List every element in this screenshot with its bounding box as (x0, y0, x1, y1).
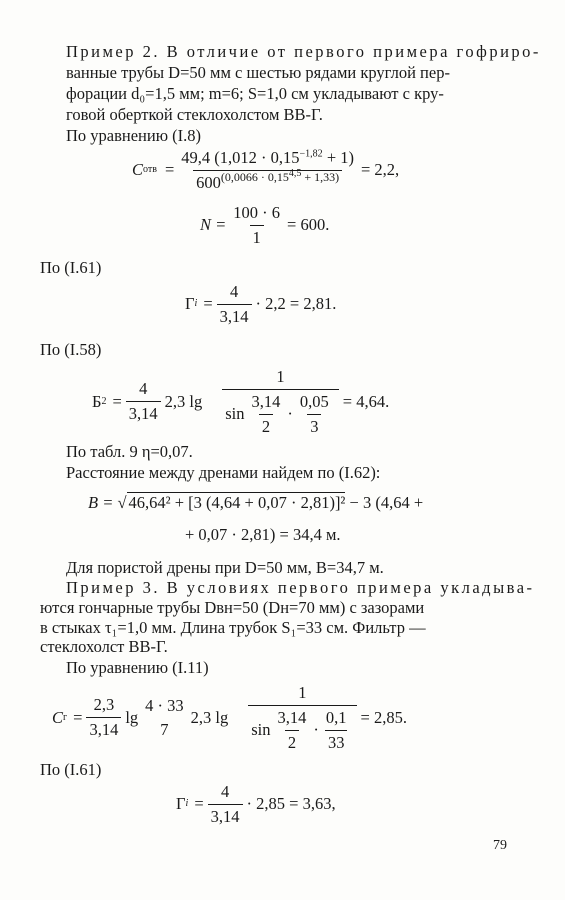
eq-lhs: Б (92, 391, 102, 411)
text-line: ванные трубы D=50 мм с шестью рядами круглой пер- (66, 63, 450, 82)
frac-den: 2 (259, 414, 273, 437)
eq-result: = 600. (287, 215, 330, 235)
text-line: ются гончарные трубы Dвн=50 (Dн=70 мм) с зазорами (40, 598, 425, 617)
eq-lhs: Γ (176, 794, 186, 814)
exp: + 1,33) (301, 170, 340, 185)
frac-num: 49,4 (1,012 · 0,15 (181, 148, 300, 167)
frac-den: 600 (196, 172, 221, 192)
frac-num: 4 (139, 379, 148, 399)
sin-label: sin (251, 720, 271, 740)
equation-gamma1: Γ i = $\frac{4}{3,14}$ · 2,2 = 2,81. (185, 282, 337, 326)
fraction (86, 695, 121, 740)
text-line: Пример 2. В отличие от первого примера гофриро- (66, 42, 541, 61)
text-line: По (I.58) (40, 340, 102, 359)
frac-den: 3,14 (217, 304, 252, 327)
fraction (222, 367, 339, 436)
text-line: в стыках τ₁=1,0 мм. Длина трубок S₁=33 см. Фильтр — (40, 618, 426, 637)
frac-den: 3,14 (208, 804, 243, 827)
fraction (208, 782, 243, 827)
frac-den: 2 (285, 730, 299, 753)
equation-gamma2: Γ i = $\frac{4}{3,14}$ · 2,85 = 3,63, (176, 782, 336, 826)
frac-num: 2,3 (93, 695, 115, 715)
text-span: Пример 3. В условиях первого примера укладыва- (66, 578, 535, 597)
frac-num: 4 · 33 (145, 695, 184, 715)
eq-equals: = (164, 160, 175, 180)
text-line: По уравнению (I.11) (66, 658, 209, 677)
eq-result: · 2,2 = 2,81. (255, 294, 337, 314)
radicand: 46,64² + [3 (4,64 + 0,07 · 2,81)]² (128, 493, 346, 512)
text-line: Расстояние между дренами найдем по (I.62): (66, 463, 381, 482)
fraction (230, 203, 283, 248)
frac-num: 0,05 (299, 391, 329, 411)
equation-n (200, 203, 329, 248)
text-line: По (I.61) (40, 258, 102, 277)
frac-den: 33 (325, 730, 348, 753)
eq-result: = 2,85. (360, 707, 407, 727)
eq-mid: 2,3 lg (164, 391, 203, 411)
frac-den: 3 (307, 414, 321, 437)
frac-num: 4 (220, 782, 230, 801)
eq-result: = 2,2, (361, 160, 400, 180)
text-line: По (I.61) (40, 760, 102, 779)
fraction (142, 696, 187, 740)
eq-lhs: C (132, 160, 144, 180)
frac-den: 3,14 (86, 717, 121, 740)
frac-num: 3,14 (277, 707, 307, 727)
text-line: говой оберткой стеклохолстом ВВ-Г. (66, 105, 323, 124)
fraction (275, 708, 310, 753)
exp: −1,82 (299, 148, 323, 160)
text-line: По табл. 9 η=0,07. (66, 442, 193, 461)
fraction (126, 379, 161, 424)
frac-num: 100 · 6 (233, 203, 281, 222)
text-line: стеклохолст ВВ-Г. (40, 637, 168, 656)
eq-result: = 4,64. (342, 391, 390, 411)
page-number: 79 (493, 838, 507, 853)
eq-dot: · (313, 720, 319, 740)
equation-b-line1 (88, 493, 423, 513)
frac-den: 3,14 (126, 401, 161, 424)
equation-cg: C г = $\frac{2,3}{3,14}$ lg 4 · 33 7 2,3 lg 1 sin $\frac{3,14}{2}$ · $\frac{0,1}{33}$ = 2,85. (52, 683, 407, 752)
eq-lhs: Γ (185, 294, 195, 314)
frac-num: 0,1 (325, 707, 347, 727)
text-line: По уравнению (I.8) (66, 126, 202, 145)
eq-equals: = (73, 707, 83, 727)
equation-b2: Б 2 = $\frac{4}{3,14}$ 2,3 lg 1 sin $\frac{3,14}{2}$ · $\frac{0,05}{3}$ = 4,64. (92, 367, 390, 436)
eq-lg: lg (125, 707, 139, 727)
equation-b-line2: + 0,07 · 2,81) = 34,4 м. (185, 525, 341, 544)
exp: (0,0066 · 0,15 (220, 170, 289, 185)
eq-tail: − 3 (4,64 + (345, 493, 424, 512)
frac-den: 7 (160, 719, 169, 739)
fraction (249, 392, 284, 437)
fraction (217, 282, 252, 327)
fraction (178, 148, 357, 193)
eq-lhs: C (52, 707, 64, 727)
text-line: форации d₀=1,5 мм; m=6; S=1,0 см укладывают с кру- (66, 84, 444, 103)
frac-num: 4 (229, 282, 239, 301)
frac-num: 1 (276, 367, 285, 386)
eq-equals: = (112, 391, 122, 411)
frac-num: 3,14 (251, 391, 281, 411)
fraction (297, 392, 332, 437)
fraction (248, 683, 356, 752)
eq-lhs: N = (200, 215, 227, 235)
exp: 4,5 (288, 168, 302, 180)
eq-lhs: B = (88, 493, 118, 512)
eq-dot: · (287, 404, 293, 424)
text-line (66, 578, 535, 598)
frac-den: 1 (250, 225, 264, 248)
eq-result: · 2,85 = 3,63, (246, 794, 336, 814)
eq-equals: = (194, 794, 204, 814)
equation-cotv: C отв = $\frac{49,4 (1,012 \cdot 0,15^{-1,82} + 1)}{600^{(0,0066 \cdot 0,15^{4,5} + 1,33)}}$ = 2,2, (132, 148, 400, 192)
text-line: Для пористой дрены при D=50 мм, B=34,7 м. (66, 558, 384, 577)
frac-num-tail: + 1) (322, 148, 354, 167)
eq-equals: = (203, 294, 213, 314)
sqrt-sign: √ (117, 493, 127, 512)
fraction (323, 708, 350, 753)
sin-label: sin (225, 404, 245, 424)
frac-num: 1 (298, 683, 307, 702)
eq-mid: 2,3 lg (190, 707, 229, 727)
